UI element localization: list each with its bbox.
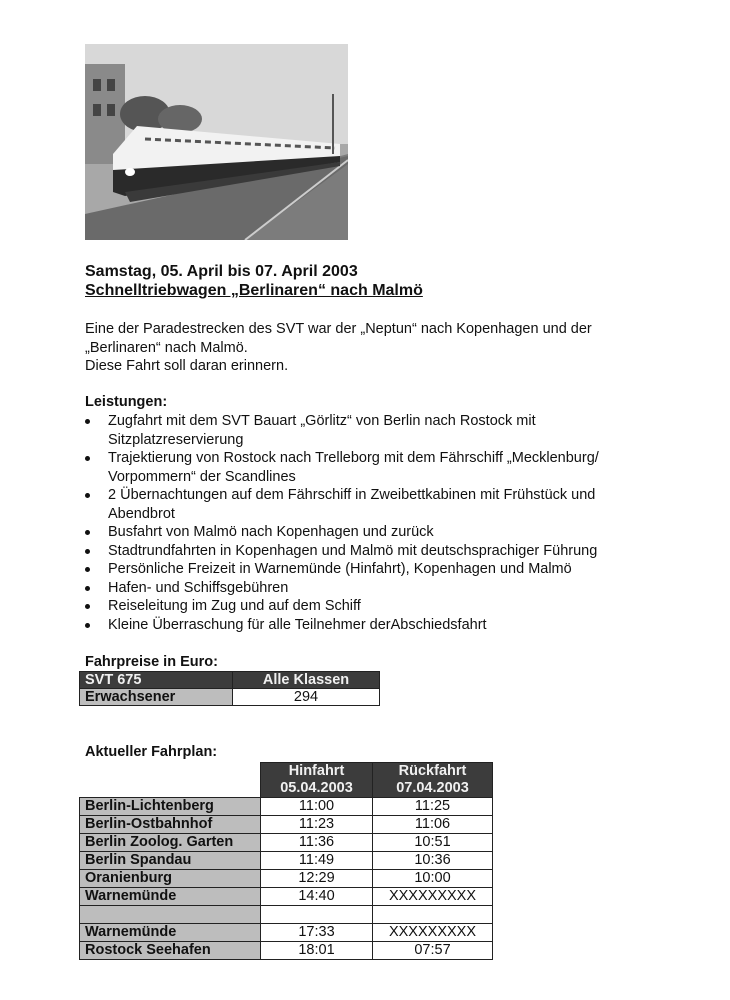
station-name: Berlin Spandau — [80, 852, 261, 870]
bullet-icon — [85, 456, 90, 461]
out-time — [261, 906, 373, 924]
out-time: 12:29 — [261, 870, 373, 888]
trip-title: Schnelltriebwagen „Berlinaren“ nach Malmö — [85, 282, 423, 299]
table-row — [80, 924, 493, 942]
bullet-icon — [85, 530, 90, 535]
table-row — [80, 689, 380, 706]
table-row-label: Erwachsener — [80, 689, 233, 706]
out-time: 11:23 — [261, 816, 373, 834]
list-item: Zugfahrt mit dem SVT Bauart „Görlitz“ von Berlin nach Rostock mit Sitzplatzreservierung — [85, 412, 685, 449]
station-name: Oranienburg — [80, 870, 261, 888]
table-header-row — [80, 763, 493, 798]
table-row — [80, 870, 493, 888]
station-name: Berlin-Ostbahnhof — [80, 816, 261, 834]
services-heading: Leistungen: — [85, 394, 168, 410]
station-name — [80, 906, 261, 924]
list-item: Kleine Überraschung für alle Teilnehmer derAbschiedsfahrt — [85, 616, 685, 635]
list-item: Hafen- und Schiffsgebühren — [85, 579, 685, 598]
station-name: Warnemünde — [80, 924, 261, 942]
out-time: 18:01 — [261, 942, 373, 960]
out-time: 14:40 — [261, 888, 373, 906]
prices-table — [79, 671, 380, 706]
table-row — [80, 816, 493, 834]
prices-heading: Fahrpreise in Euro: — [85, 654, 218, 670]
train-photo — [85, 44, 348, 240]
bullet-icon — [85, 623, 90, 628]
bullet-icon — [85, 586, 90, 591]
schedule-heading: Aktueller Fahrplan: — [85, 744, 218, 760]
station-name: Berlin Zoolog. Garten — [80, 834, 261, 852]
date-title: Samstag, 05. April bis 07. April 2003 — [85, 263, 358, 280]
out-time: 11:36 — [261, 834, 373, 852]
intro-line: „Berlinaren“ nach Malmö. — [85, 339, 248, 356]
list-item: Persönliche Freizeit in Warnemünde (Hinfahrt), Kopenhagen und Malmö — [85, 560, 685, 579]
services-list — [85, 412, 685, 634]
return-time: 10:36 — [373, 852, 493, 870]
bullet-icon — [85, 419, 90, 424]
table-header-cell: Rückfahrt 07.04.2003 — [373, 763, 493, 798]
bullet-icon — [85, 493, 90, 498]
table-header-cell: Hinfahrt 05.04.2003 — [261, 763, 373, 798]
list-item: Busfahrt von Malmö nach Kopenhagen und zurück — [85, 523, 685, 542]
return-time: 11:06 — [373, 816, 493, 834]
bullet-icon — [85, 567, 90, 572]
schedule-table — [79, 762, 493, 960]
empty-header-cell — [80, 763, 261, 798]
return-time: 07:57 — [373, 942, 493, 960]
list-item: Trajektierung von Rostock nach Trelleborg mit dem Fährschiff „Mecklenburg/ Vorpommern“ der Scandlines — [85, 449, 685, 486]
list-item: 2 Übernachtungen auf dem Fährschiff in Zweibettkabinen mit Frühstück und Abendbrot — [85, 486, 685, 523]
table-row — [80, 906, 493, 924]
intro-text — [85, 320, 685, 376]
out-time: 11:00 — [261, 798, 373, 816]
bullet-icon — [85, 604, 90, 609]
bullet-icon — [85, 549, 90, 554]
station-name: Rostock Seehafen — [80, 942, 261, 960]
out-time: 11:49 — [261, 852, 373, 870]
return-time: XXXXXXXXX — [373, 888, 493, 906]
return-time: 10:00 — [373, 870, 493, 888]
list-item: Reiseleitung im Zug und auf dem Schiff — [85, 597, 685, 616]
table-row — [80, 888, 493, 906]
table-row — [80, 834, 493, 852]
return-time — [373, 906, 493, 924]
intro-line: Eine der Paradestrecken des SVT war der „Neptun“ nach Kopenhagen und der — [85, 321, 592, 337]
return-time: XXXXXXXXX — [373, 924, 493, 942]
table-row — [80, 672, 380, 689]
station-name: Warnemünde — [80, 888, 261, 906]
station-name: Berlin-Lichtenberg — [80, 798, 261, 816]
list-item: Stadtrundfahrten in Kopenhagen und Malmö mit deutschsprachiger Führung — [85, 542, 685, 561]
table-row — [80, 798, 493, 816]
table-header-cell: Alle Klassen — [233, 672, 380, 689]
table-header-cell: SVT 675 — [80, 672, 233, 689]
table-row — [80, 852, 493, 870]
heading — [85, 262, 423, 300]
intro-line: Diese Fahrt soll daran erinnern. — [85, 358, 289, 374]
out-time: 17:33 — [261, 924, 373, 942]
return-time: 10:51 — [373, 834, 493, 852]
return-time: 11:25 — [373, 798, 493, 816]
table-row — [80, 942, 493, 960]
price-value: 294 — [233, 689, 380, 706]
